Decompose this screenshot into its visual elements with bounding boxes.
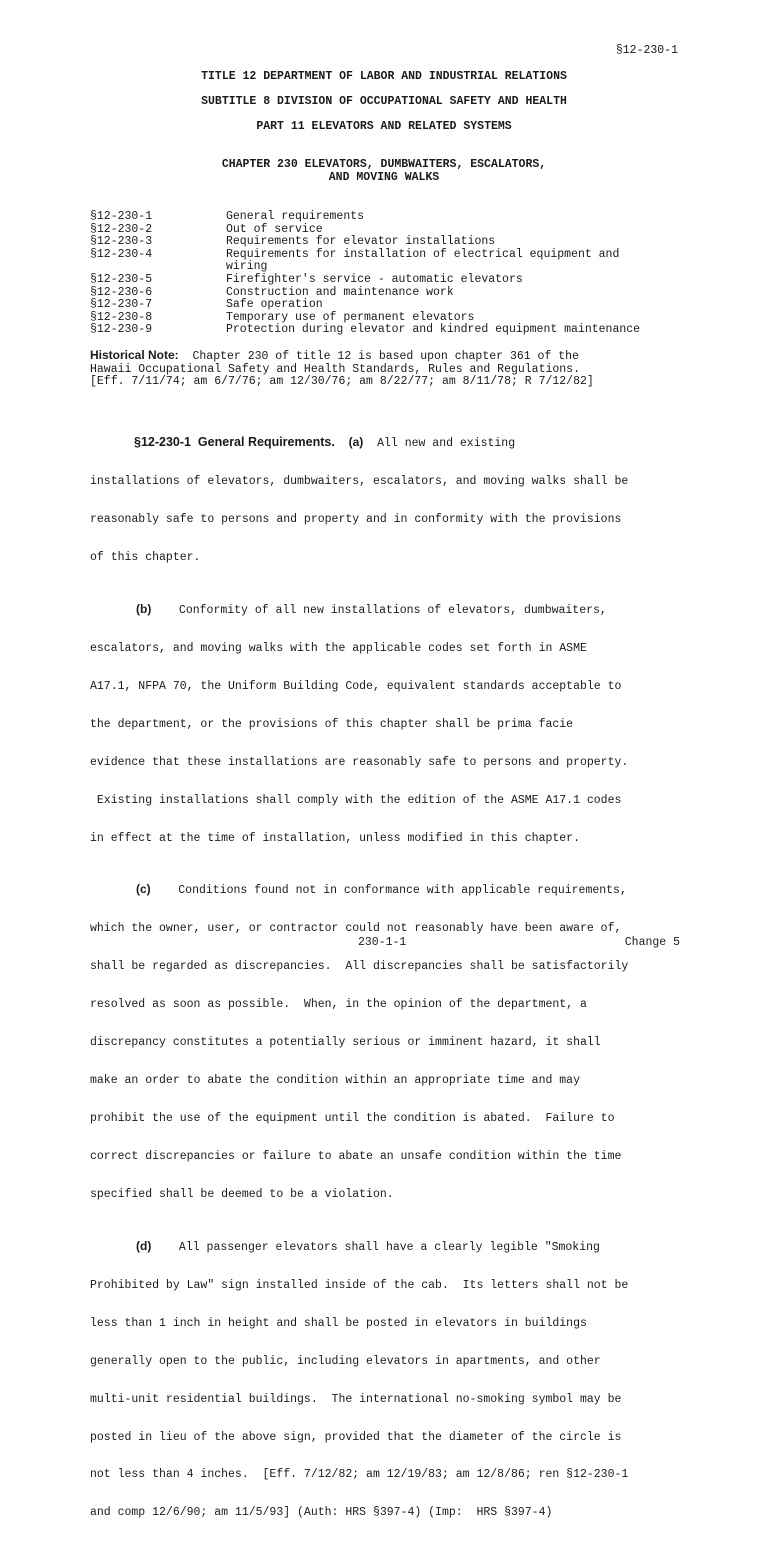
historical-note (90, 349, 690, 389)
toc-section-title: Requirements for installation of electrical equipment and (226, 247, 620, 261)
historical-note-label: Historical Note: (90, 348, 179, 362)
body-line: the department, or the provisions of this chapter shall be prima facie (90, 717, 574, 731)
toc-section-title: General requirements (226, 210, 365, 223)
body-line: which the owner, user, or contractor could not reasonably have been aware of, (90, 922, 622, 936)
body-line: A17.1, NFPA 70, the Uniform Building Code, equivalent standards acceptable to (90, 679, 622, 693)
body-line: correct discrepancies or failure to abate an unsafe condition within the time (90, 1150, 622, 1164)
historical-note-text: Chapter 230 of title 12 is based upon chapter 361 of the (178, 350, 579, 363)
subsection-d-label: (d) (136, 1238, 152, 1253)
body-line: Conformity of all new installations of elevators, dumbwaiters, (151, 603, 607, 617)
section-reference: §12-230-1 (615, 44, 678, 57)
body-line: All new and existing (363, 437, 516, 451)
table-of-contents (90, 211, 690, 337)
body-line: in effect at the time of installation, unless modified in this chapter. (90, 831, 580, 845)
body-line: not less than 4 inches. [Eff. 7/12/82; am 12/19/83; am 12/8/86; ren §12-230-1 (90, 1468, 629, 1482)
chapter-heading-line1: CHAPTER 230 ELEVATORS, DUMBWAITERS, ESCALATORS, (221, 158, 547, 171)
subsection-b-label: (b) (136, 601, 152, 616)
subsection-a-label: (a) (348, 435, 364, 450)
toc-section-number: §12-230-6 (90, 285, 153, 299)
body-line: installations of elevators, dumbwaiters, escalators, and moving walks shall be (90, 475, 629, 489)
toc-section-title: Safe operation (226, 298, 323, 312)
change-label: Change 5 (624, 936, 680, 949)
body-line: shall be regarded as discrepancies. All discrepancies shall be satisfactorily (90, 960, 629, 974)
title-block (0, 70, 768, 184)
body-line: specified shall be deemed to be a violation. (90, 1188, 394, 1202)
body-line: and comp 12/6/90; am 11/5/93] (Auth: HRS §397-4) (Imp: HRS §397-4) (90, 1506, 553, 1520)
toc-section-title: Protection during elevator and kindred equipment maintenance (226, 323, 641, 337)
section-heading: §12-230-1 General Requirements. (134, 435, 335, 450)
body-line: reasonably safe to persons and property and in conformity with the provisions (90, 513, 622, 527)
toc-section-title: wiring (226, 260, 268, 274)
section-body (90, 411, 690, 1545)
body-line: Conditions found not in conformance with applicable requirements, (150, 884, 627, 898)
body-line: generally open to the public, including elevators in apartments, and other (90, 1354, 601, 1368)
part-heading: PART 11 ELEVATORS AND RELATED SYSTEMS (256, 120, 512, 133)
subtitle-heading: SUBTITLE 8 DIVISION OF OCCUPATIONAL SAFETY AND HEALTH (201, 95, 567, 108)
toc-row (90, 299, 690, 312)
body-line: less than 1 inch in height and shall be posted in elevators in buildings (90, 1316, 587, 1330)
historical-note-text: Hawaii Occupational Safety and Health Standards, Rules and Regulations. (90, 362, 580, 376)
toc-section-title: Firefighter's service - automatic elevators (226, 272, 523, 286)
toc-section-number: §12-230-7 (90, 298, 153, 312)
toc-section-number: §12-230-3 (90, 235, 153, 249)
body-line: of this chapter. (90, 551, 201, 565)
body-line: prohibit the use of the equipment until the condition is abated. Failure to (90, 1112, 615, 1126)
subsection-c-label: (c) (136, 882, 151, 897)
body-line: resolved as soon as possible. When, in the opinion of the department, a (90, 998, 587, 1012)
toc-section-number: §12-230-2 (90, 222, 153, 236)
body-line: multi-unit residential buildings. The international no-smoking symbol may be (90, 1392, 622, 1406)
toc-row (90, 324, 690, 337)
toc-section-title: Requirements for elevator installations (226, 235, 496, 249)
toc-section-title: Out of service (226, 222, 323, 236)
toc-section-title: Temporary use of permanent elevators (226, 310, 475, 324)
page-number: 230-1-1 (358, 936, 407, 949)
toc-row (90, 236, 690, 249)
chapter-heading-line2: AND MOVING WALKS (328, 171, 440, 184)
toc-section-number: §12-230-1 (90, 210, 153, 223)
toc-row (90, 287, 690, 300)
toc-section-number: §12-230-5 (90, 272, 153, 286)
toc-section-number: §12-230-9 (90, 323, 153, 337)
toc-section-title: Construction and maintenance work (226, 285, 454, 299)
toc-section-number: §12-230-8 (90, 310, 153, 324)
body-line: Existing installations shall comply with the edition of the ASME A17.1 codes (90, 793, 622, 807)
toc-section-number: §12-230-4 (90, 247, 153, 261)
toc-row (90, 274, 690, 287)
toc-row (90, 249, 690, 262)
body-line: escalators, and moving walks with the applicable codes set forth in ASME (90, 641, 587, 655)
body-line: All passenger elevators shall have a clearly legible "Smoking (151, 1240, 600, 1254)
body-line: evidence that these installations are reasonably safe to persons and property. (90, 755, 629, 769)
body-line: discrepancy constitutes a potentially serious or imminent hazard, it shall (90, 1036, 601, 1050)
body-line: posted in lieu of the above sign, provided that the diameter of the circle is (90, 1430, 622, 1444)
title-heading: TITLE 12 DEPARTMENT OF LABOR AND INDUSTRIAL RELATIONS (201, 70, 567, 83)
toc-row (90, 211, 690, 224)
body-line: Prohibited by Law" sign installed inside of the cab. Its letters shall not be (90, 1278, 629, 1292)
historical-note-text: [Eff. 7/11/74; am 6/7/76; am 12/30/76; am 8/22/77; am 8/11/78; R 7/12/82] (90, 375, 594, 389)
body-line: make an order to abate the condition within an appropriate time and may (90, 1074, 580, 1088)
